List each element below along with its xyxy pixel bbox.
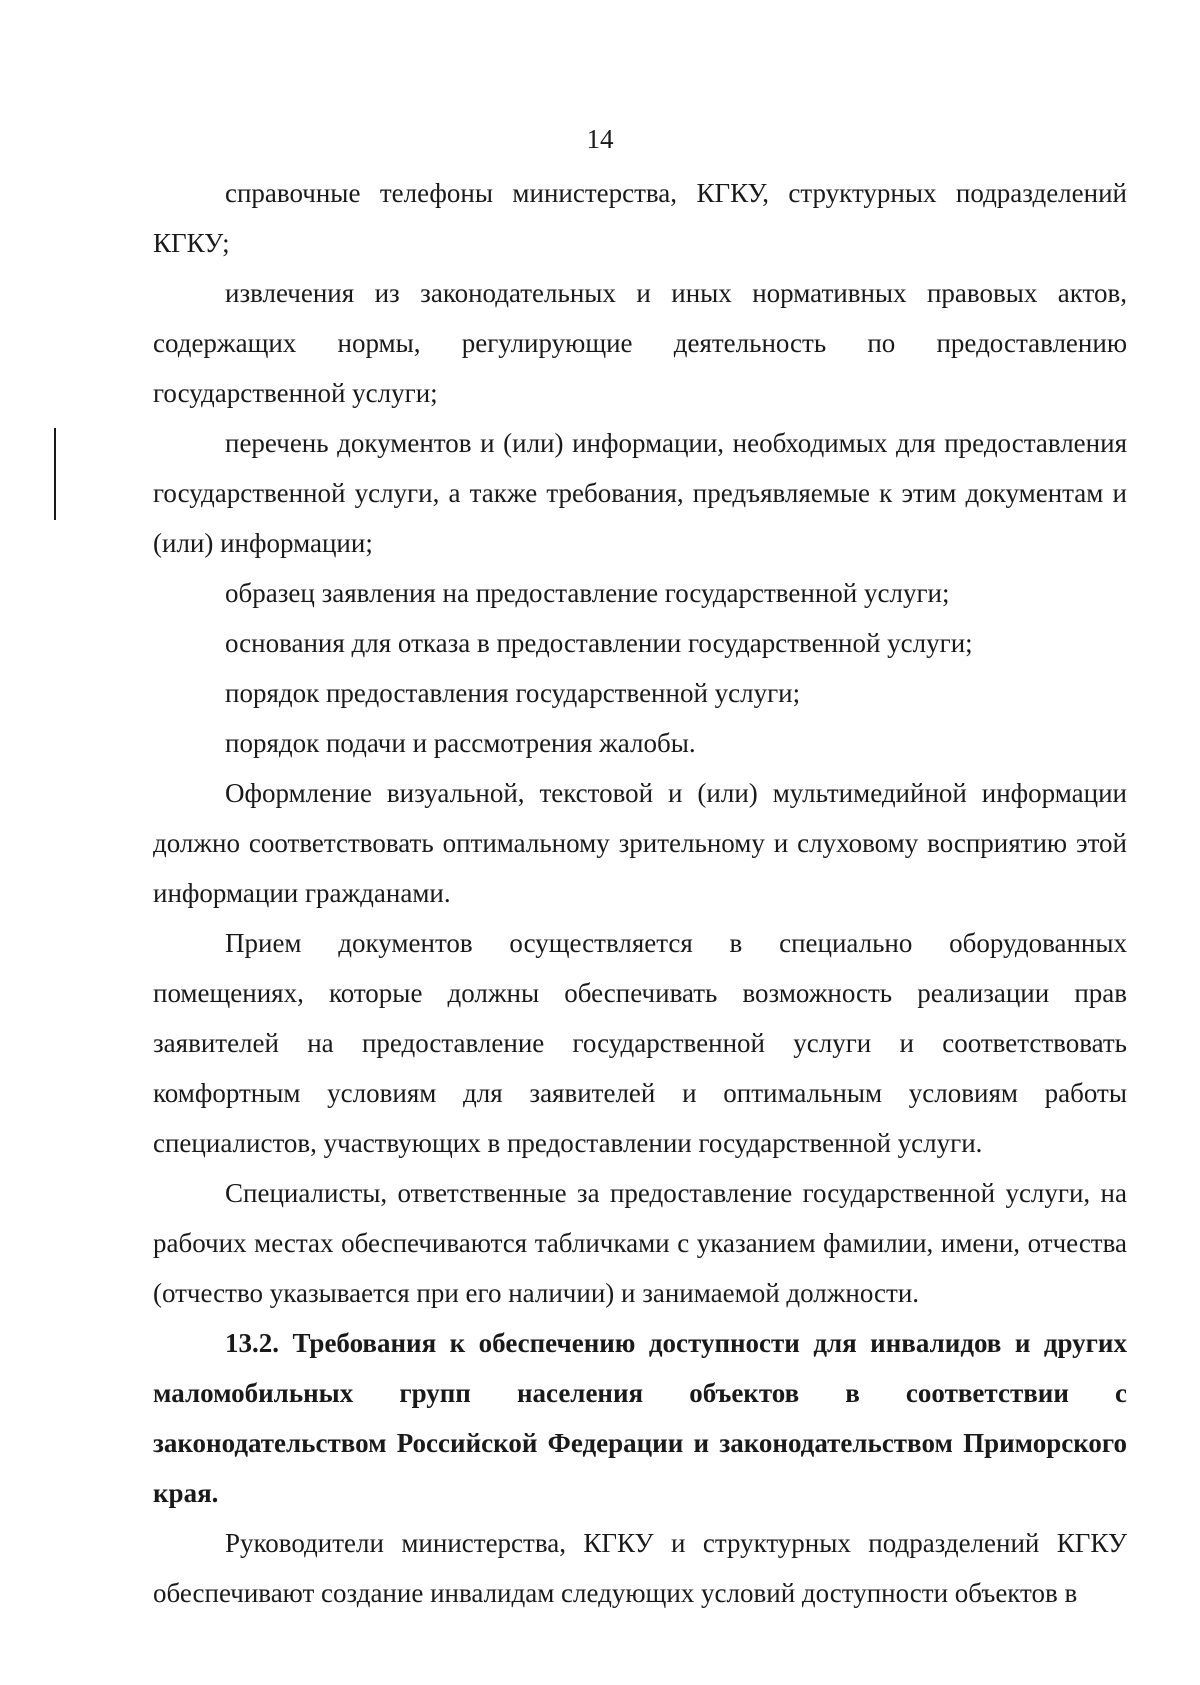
paragraph-service-procedure: порядок предоставления государственной услуги;	[225, 678, 801, 708]
paragraph-managers-provide: Руководители министерства, КГКУ и структурных подразделений КГКУ обеспечивают создание инвалидам следующих условий доступности объектов в	[153, 1528, 1127, 1608]
paragraph-complaint-procedure: порядок подачи и рассмотрения жалобы.	[225, 728, 696, 758]
page-number: 14	[586, 124, 614, 154]
paragraph-information-design: Оформление визуальной, текстовой и (или) мультимедийной информации должно соответствовать оптимальному зрительному и слуховому восприятию этой информации гражданами.	[153, 778, 1127, 908]
document-body	[153, 168, 1127, 1618]
paragraph-specialists-plates: Специалисты, ответственные за предоставление государственной услуги, на рабочих местах обеспечиваются табличками с указанием фамилии, имени, отчества (отчество указывается при его наличии) и занимаемой должности.	[153, 1178, 1127, 1308]
paragraph-refusal-grounds: основания для отказа в предоставлении государственной услуги;	[225, 628, 973, 658]
paragraph-application-sample: образец заявления на предоставление государственной услуги;	[225, 578, 950, 608]
paragraph-reference-phones: справочные телефоны министерства, КГКУ, структурных подразделений КГКУ;	[153, 178, 1127, 258]
paragraph-legal-extracts: извлечения из законодательных и иных нормативных правовых актов, содержащих нормы, регулирующие деятельность по предоставлению государственной услуги;	[153, 278, 1127, 408]
paragraph-documents-list: перечень документов и (или) информации, необходимых для предоставления государственной услуги, а также требования, предъявляемые к этим документам и (или) информации;	[153, 428, 1127, 558]
margin-revision-bar	[54, 428, 56, 520]
paragraph-document-reception: Прием документов осуществляется в специально оборудованных помещениях, которые должны обеспечивать возможность реализации прав заявителей на предоставление государственной услуги и соответствовать комфортным условиям для заявителей и оптимальным условиям работы специалистов, участвующих в предоставлении государственной услуги.	[153, 928, 1127, 1158]
section-heading-13-2: 13.2. Требования к обеспечению доступности для инвалидов и других маломобильных групп населения объектов в соответствии с законодательством Российской Федерации и законодательством Приморского края.	[153, 1328, 1127, 1508]
